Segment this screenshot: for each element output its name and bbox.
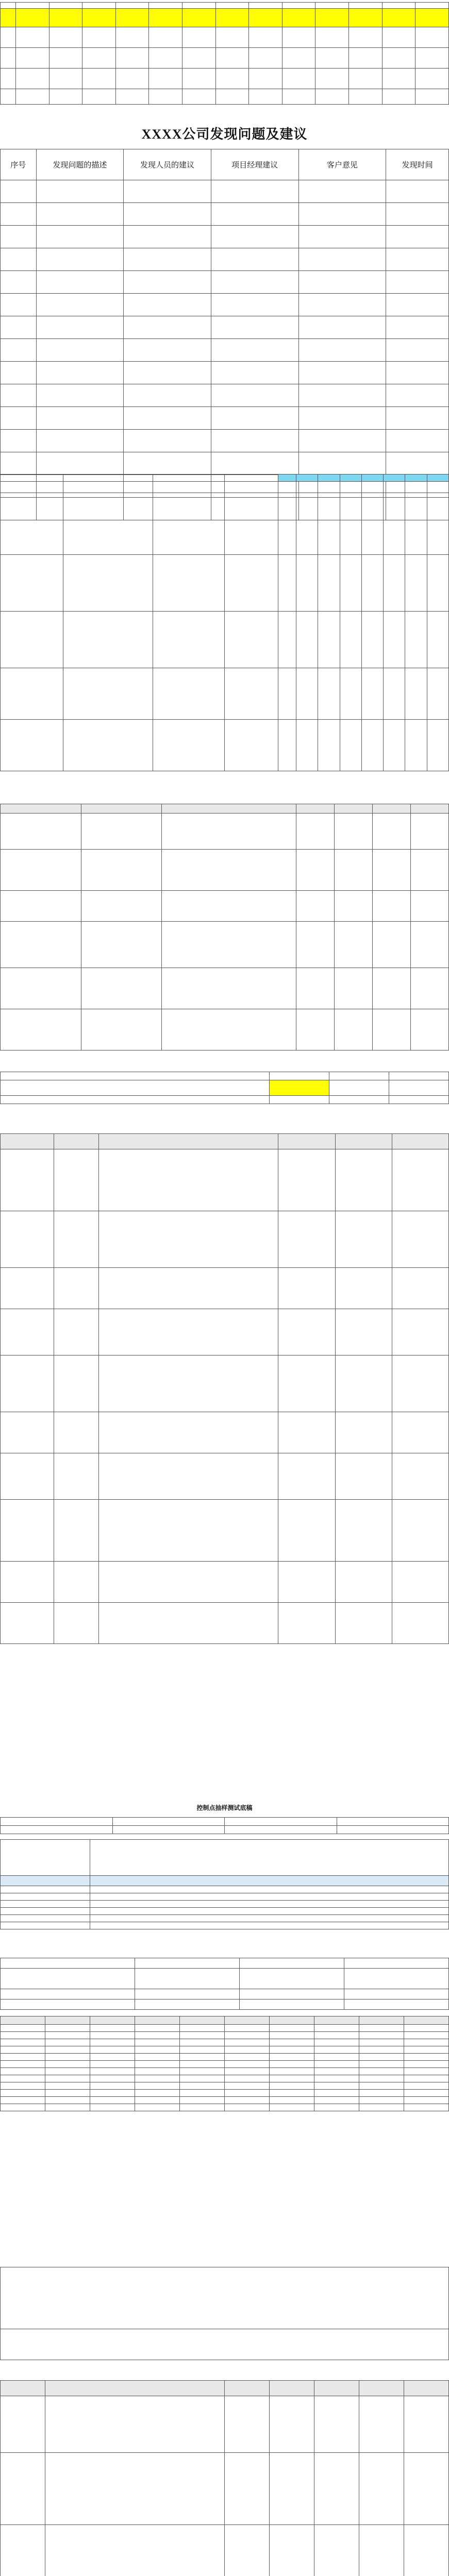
risk-matrix: [0, 474, 449, 771]
control-point-table: [0, 804, 449, 1050]
sampling-test-title: 控制点抽样测试底稿: [196, 1804, 253, 1811]
table-row: [1, 407, 449, 430]
conclusion-section: [0, 2267, 449, 2360]
final-procedure-table: [0, 2380, 449, 2576]
test-procedure-table: [0, 1133, 449, 1644]
table-row: [1, 316, 449, 339]
table-row: [1, 430, 449, 452]
control-point-section: [0, 804, 449, 1050]
table-row: [1, 248, 449, 271]
sampling-test-header: [0, 1817, 449, 1834]
issues-report-section: [0, 124, 449, 520]
table-row: [1, 294, 449, 316]
highlight-summary-section: [0, 1072, 449, 1104]
table-row: [1, 452, 449, 475]
test-procedure-section: [0, 1133, 449, 1644]
summary-grid: [0, 2, 449, 105]
table-row: [1, 362, 449, 384]
table-row: [1, 384, 449, 407]
attribute-test-section: [0, 1958, 449, 2111]
issues-header-row: [1, 149, 449, 180]
table-row: [1, 339, 449, 362]
table-row: [1, 226, 449, 248]
col-finder-suggestion: 发现人员的建议: [124, 149, 211, 180]
issues-table: [0, 149, 449, 520]
attribute-test-table: [0, 1958, 449, 2010]
col-found-time: 发现时间: [386, 149, 449, 180]
summary-grid-section: [0, 2, 449, 105]
final-procedure-section: [0, 2380, 449, 2576]
table-row: [1, 203, 449, 226]
col-index: 序号: [1, 149, 37, 180]
sample-grid: [0, 2016, 449, 2111]
sampling-test-section: [0, 1803, 449, 1929]
col-issue-description: 发现问题的描述: [36, 149, 124, 180]
risk-matrix-section: [0, 474, 449, 771]
col-client-opinion: 客户意见: [298, 149, 386, 180]
col-pm-suggestion: 项目经理建议: [211, 149, 298, 180]
table-row: [1, 271, 449, 294]
report-title: XXXX公司发现问题及建议: [141, 127, 308, 142]
sampling-test-detail: [0, 1839, 449, 1929]
highlight-summary-table: [0, 1072, 449, 1104]
conclusion-table: [0, 2267, 449, 2360]
table-row: [1, 180, 449, 203]
